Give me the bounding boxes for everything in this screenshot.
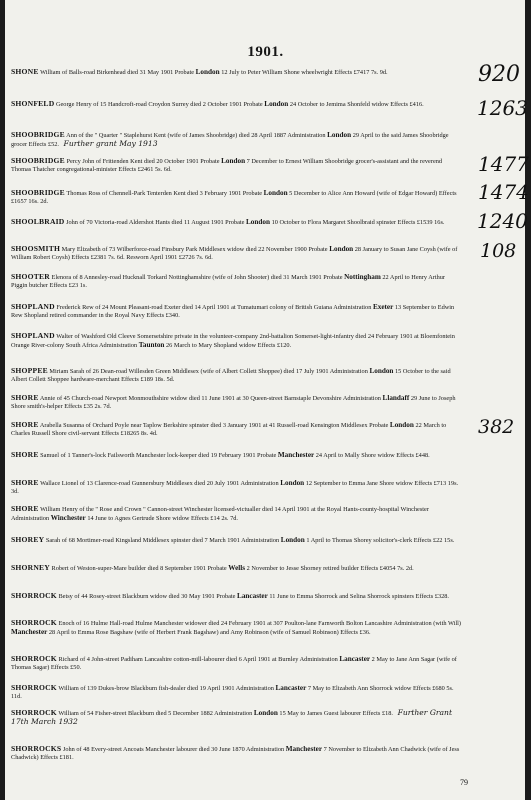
entry-registry: London (263, 189, 288, 197)
register-entry (11, 245, 463, 263)
margin-note: 1263 (477, 96, 528, 120)
register-entry (11, 421, 463, 439)
entry-text: Samuel of 1 Tanner's-lock Failsworth Manchester lock-keeper died 19 February 1901 Probate (40, 452, 277, 459)
entry-text: Robert of Weston-super-Mare builder died 8 September 1901 Probate (51, 565, 227, 572)
entry-text: Walter of Washford Old Cleeve Somersetshire private in the volunteer-company 2nd-battalion Somerset-light-infantry died 24 February 1901 at Bloemfontein Orange River-colony South Africa Administration (11, 333, 455, 350)
margin-note: 1477 (478, 152, 529, 176)
register-entry (11, 367, 463, 385)
entry-registry: Lancaster (237, 592, 268, 600)
register-entry (11, 218, 463, 227)
entry-text-continued: 15 May to James Guest labourer Effects £18. (279, 710, 393, 717)
entry-text-continued: 24 April to Mally Shore widow Effects £448. (315, 452, 430, 459)
entry-surname: SHORE (11, 393, 39, 402)
entry-text: George Henry of 15 Handcroft-road Croydon Surrey died 2 October 1901 Probate (55, 101, 263, 108)
entry-registry: London (246, 218, 270, 226)
entry-registry: Wells (228, 564, 246, 572)
register-entry (11, 592, 463, 601)
entry-registry: London (389, 421, 414, 429)
entry-text: Ann of the " Quarter " Staplehurst Kent (wife of James Shoobridge) died 28 April 1887 Administration (66, 132, 326, 139)
entry-text: William of 54 Fisher-street Blackburn died 5 December 1882 Administration (58, 710, 253, 717)
entry-surname: SHORROCK (11, 654, 57, 663)
entry-registry: London (327, 131, 352, 139)
entry-text: John of 48 Every-street Ancoats Manchester labourer died 30 June 1870 Administration (62, 746, 285, 753)
entry-surname: SHOPLAND (11, 302, 55, 311)
entry-surname: SHOREY (11, 535, 45, 544)
entry-text-continued: 12 July to Peter William Shone wheelwright Effects £7417 7s. 9d. (221, 69, 388, 76)
entry-text: Sarah of 68 Mortimer-road Kingsland Middlesex spinster died 7 March 1901 Administration (45, 537, 280, 544)
entry-text: Arabella Susanna of Orchard Poyle near Taplow Berkshire spinster died 3 January 1901 at 41 Russell-road Kensington Middlesex Probate (39, 422, 389, 429)
entry-text-continued: 24 October to Jemima Shonfeld widow Effects £416. (289, 101, 424, 108)
register-entry (11, 68, 463, 77)
entry-registry: Lancaster (339, 655, 371, 663)
entry-surname: SHORNEY (11, 563, 50, 572)
margin-note: 382 (478, 416, 515, 438)
entry-registry: Llandaff (382, 394, 410, 402)
entry-text: Betsy of 44 Rosey-street Blackburn widow died 30 May 1901 Probate (58, 593, 236, 600)
entry-text-continued: 22 April to Henry Arthur Piggin butcher Effects £23 1s. (11, 274, 446, 290)
register-entry (11, 157, 463, 175)
page-number: 79 (460, 778, 468, 787)
entry-registry: Manchester (277, 451, 315, 459)
scan-edge-right (525, 0, 531, 800)
entry-surname: SHORROCK (11, 683, 57, 692)
entry-text-continued: 29 June to Joseph Shore smith's-helper Effects £35 2s. 7d. (11, 395, 456, 411)
page-year-heading: 1901. (247, 44, 284, 60)
margin-note: 108 (480, 240, 517, 262)
register-entry (11, 479, 463, 497)
entry-text: Frederick Rew of 24 Mount Pleasant-road Exeter died 14 April 1901 at Tumatumari colony of British Guiana Administration (56, 304, 372, 311)
entry-registry: Taunton (138, 341, 165, 350)
entry-registry: London (264, 100, 289, 108)
entry-text-continued: 28 January to Susan Jane Coysh (wife of William Robert Coysh) Effects £2381 7s. 6d. Resworn April 1901 £2726 7s. 6d. (11, 246, 458, 262)
entry-surname: SHORROCK (11, 591, 57, 600)
entry-text-continued: 2 November to Jesse Shorney retired builder Effects £4054 7s. 2d. (246, 565, 414, 572)
entry-surname: SHOOTER (11, 272, 50, 281)
entry-text-continued: 7 November to Elizabeth Ann Chadwick (wife of Jess Chadwick) Effects £181. (11, 746, 460, 762)
entry-text: Elenora of 8 Annesley-road Hucknall Torkard Nottinghamshire (wife of John Shooter) died 31 March 1901 Probate (51, 274, 343, 281)
register-entry (11, 189, 463, 207)
entry-text: Richard of 4 John-street Padiham Lancashire cotton-mill-labourer died 6 April 1901 at Burnley Administration (58, 656, 338, 663)
register-entry (11, 684, 463, 702)
register-entry (11, 505, 463, 524)
entry-text-continued: 15 October to the said Albert Collett Shoppee hardware-merchant Effects £189 18s. 5d. (11, 368, 451, 384)
entry-text-continued: 7 May to Elizabeth Ann Shorrock widow Effects £680 5s. 11d. (11, 685, 454, 701)
entry-registry: London (195, 68, 220, 76)
entry-text-continued: 10 October to Flora Margaret Shoolbraid spinster Effects £1539 16s. (271, 219, 445, 226)
entry-surname: SHORE (11, 504, 39, 513)
entry-text-continued: 11 June to Emma Shorrock and Selina Shorrock spinsters Effects £328. (269, 593, 449, 600)
entry-text-continued: 5 December to Alice Ann Howard (wife of Edgar Howard) Effects £1657 16s. 2d. (11, 190, 457, 206)
entry-surname: SHOOBRIDGE (11, 188, 65, 197)
register-entry (11, 303, 463, 321)
register-entry (11, 564, 463, 573)
entry-surname: SHOPPEE (11, 366, 48, 375)
entry-text: John of 70 Victoria-road Aldershot Hants died 11 August 1901 Probate (66, 219, 245, 226)
entry-registry: Manchester (285, 745, 323, 753)
margin-note: 920 (478, 62, 520, 87)
entry-registry: Winchester (50, 514, 86, 523)
entry-text-continued: 2 May to Jane Ann Sagar (wife of Thomas Sagar) Effects £50. (11, 656, 457, 672)
register-entry (11, 655, 463, 673)
entry-surname: SHONE (11, 67, 39, 76)
entry-text-continued: 7 December to Ernest William Shoobridge grocer's-assistant and the reverend Thomas Thatcher congregational-minister Effects £2461 5s. 6d. (11, 158, 443, 174)
entry-surname: SHORE (11, 478, 39, 487)
entry-registry: London (253, 709, 278, 717)
entry-surname: SHORROCK (11, 708, 57, 717)
entry-registry: Lancaster (275, 684, 307, 692)
entry-text: William of Balls-road Birkenhead died 31 May 1901 Probate (40, 69, 195, 76)
entry-registry: London (369, 367, 394, 375)
entry-text-continued: 26 March to Mary Shopland widow Effects £120. (166, 342, 292, 350)
entry-surname: SHORROCKS (11, 744, 62, 753)
register-entry (11, 709, 463, 728)
entry-text: Annie of 45 Church-road Newport Monmouthshire widow died 11 June 1901 at 30 Queen-street Barnstaple Devonshire Administration (39, 395, 381, 402)
entry-text: Thomas Ross of Chennell-Park Tenterden Kent died 3 February 1901 Probate (66, 190, 263, 197)
entry-registry: London (221, 157, 246, 165)
entry-surname: SHORE (11, 420, 39, 429)
register-entry (11, 451, 463, 460)
register-entry (11, 619, 463, 638)
entry-text-continued: 22 March to Charles Russell Shore civil-servant Effects £18265 8s. 4d. (11, 422, 447, 438)
entry-text-continued: 13 September to Edwin Rew Shopland retired commander in the Royal Navy Effects £340. (11, 304, 455, 320)
handwritten-annotation: Further Grant 17th March 1932 (11, 708, 452, 727)
entry-surname: SHORE (11, 450, 39, 459)
register-entry (11, 745, 463, 763)
entry-registry: London (280, 479, 305, 487)
entry-surname: SHONFELD (11, 99, 55, 108)
entry-registry: Nottingham (344, 273, 381, 281)
entry-surname: SHOOBRIDGE (11, 156, 65, 165)
register-entry (11, 332, 463, 351)
entry-text: Mary Elizabeth of 73 Wilberforce-road Finsbury Park Middlesex widow died 22 November 1900 Probate (61, 246, 328, 253)
entry-text-continued: 1 April to Thomas Shorey solicitor's-clerk Effects £22 15s. (306, 537, 455, 544)
margin-note: 1474 (478, 180, 529, 204)
scan-edge-left (0, 0, 5, 800)
register-entry (11, 536, 463, 545)
entry-text: William Henry of the " Rose and Crown " Cannon-street Winchester licensed-victualler died 14 April 1901 at the Royal Hants-county-hospital Winchester Administration (11, 506, 429, 523)
entry-text-continued: 28 April to Emma Rose Bagshaw (wife of Herbert Frank Bagshaw) and Amy Robinson (wife of Samuel Robinson) Effects £36. (48, 629, 371, 637)
entry-registry: London (329, 245, 354, 253)
entry-surname: SHORROCK (11, 618, 57, 627)
entry-registry: Manchester (11, 628, 48, 637)
entry-text: William of 139 Dukes-brow Blackburn fish-dealer died 19 April 1901 Administration (58, 685, 274, 692)
register-entry (11, 394, 463, 412)
entry-text-continued: 29 April to the said James Shoobridge grocer Effects £52. (11, 132, 449, 149)
entry-registry: London (280, 536, 305, 544)
handwritten-annotation: Further grant May 1913 (63, 139, 158, 149)
entry-surname: SHOOLBRAID (11, 217, 65, 226)
entry-text: Wallace Lionel of 13 Clarence-road Gunnersbury Middlesex died 20 July 1901 Administration (40, 480, 279, 487)
entry-registry: Exeter (372, 303, 394, 311)
register-entry (11, 100, 463, 109)
register-entry (11, 273, 463, 291)
margin-note: 1240 (477, 209, 528, 233)
entry-surname: SHOPLAND (11, 331, 55, 340)
register-entry (11, 131, 463, 150)
entry-text-continued: 14 June to Agnes Gertrude Shore widow Effects £14 2s. 7d. (87, 515, 238, 523)
entry-text: Percy John of Frittenden Kent died 20 October 1901 Probate (66, 158, 220, 165)
entry-text-continued: 12 September to Emma Jane Shore widow Effects £713 19s. 3d. (11, 480, 459, 496)
entry-surname: SHOOSMITH (11, 244, 61, 253)
entry-surname: SHOOBRIDGE (11, 130, 65, 139)
entry-text: Miriam Sarah of 26 Dean-road Willesden Green Middlesex (wife of Albert Collett Shoppee) died 17 July 1901 Administration (49, 368, 368, 375)
entry-text: Enoch of 16 Hulme Hall-road Hulme Manchester widower died 24 February 1901 at 307 Poulton-lane Farnworth Bolton Lancashire Administration (with Will) (58, 620, 462, 627)
